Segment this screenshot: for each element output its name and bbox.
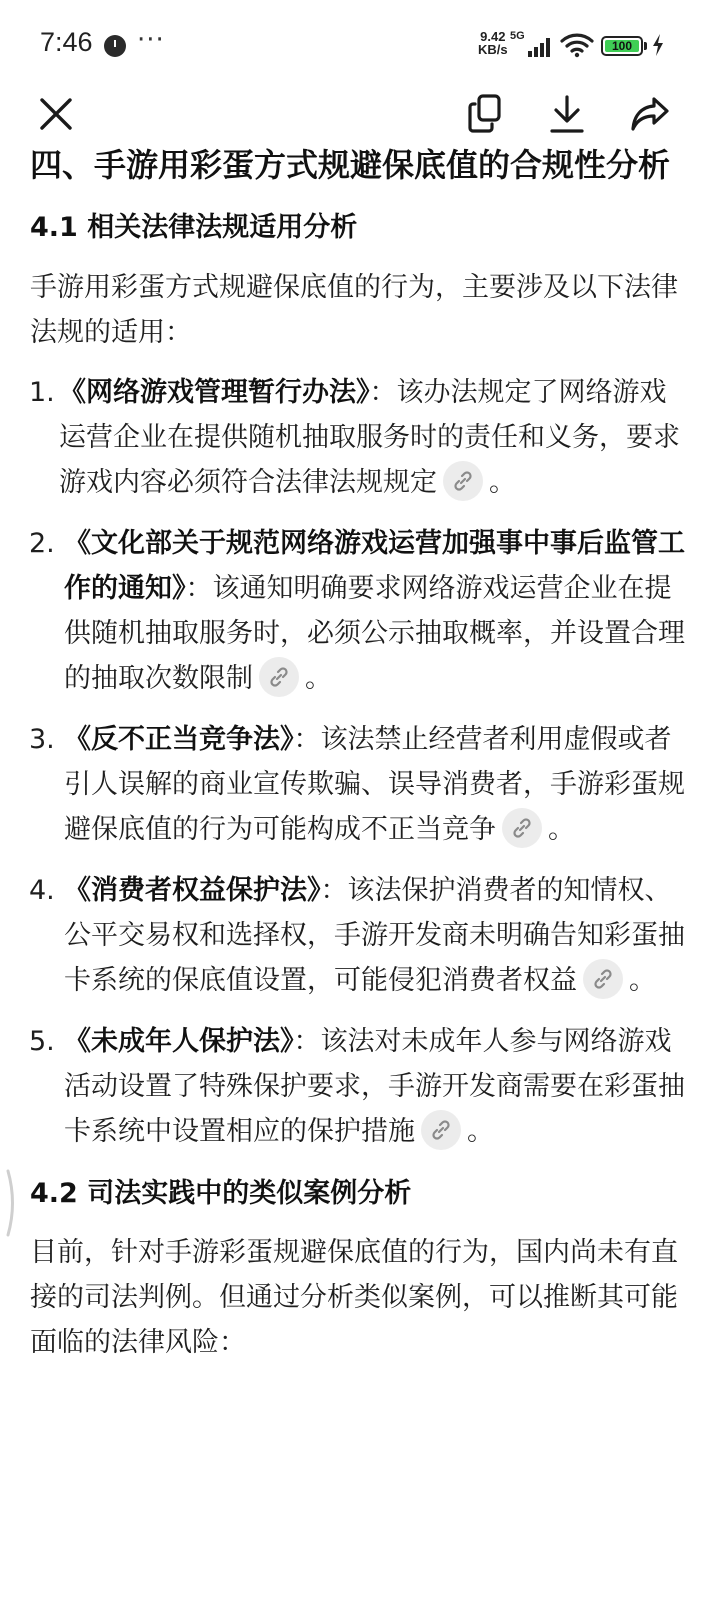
law-text: 该法保护消费者的知情权、公平交易权和选择权，手游开发商未明确告知彩蛋抽卡系统的保底值设置，可能侵犯消费者权益 — [64, 875, 685, 996]
link-icon — [452, 470, 474, 492]
section-title: 四、手游用彩蛋方式规避保底值的合规性分析 — [30, 146, 671, 184]
network-speed-unit: KB/s — [478, 42, 508, 57]
network-type: 5G — [510, 30, 525, 42]
law-title: 《文化部关于规范网络游戏运营加强事中事后监管工作的通知》 — [64, 528, 685, 604]
law-sep: ： — [369, 377, 397, 408]
network-speed-value: 9.42 — [480, 29, 506, 44]
law-end: 。 — [467, 1116, 494, 1147]
law-text: 该法禁止经营者利用虚假或者引人误解的商业宣传欺骗、误导消费者，手游彩蛋规避保底值的行为可能构成不正当竞争 — [64, 724, 685, 845]
status-bar — [0, 0, 720, 90]
law-sep: ： — [185, 573, 213, 604]
more-notifications-icon: ··· — [137, 25, 165, 55]
close-icon — [39, 97, 73, 131]
network-speed — [478, 30, 508, 56]
link-icon — [268, 666, 290, 688]
list-item — [30, 1019, 690, 1154]
law-list — [30, 370, 690, 1154]
law-sep: ： — [293, 724, 321, 755]
citation-link-button[interactable] — [502, 808, 542, 848]
citation-link-button[interactable] — [421, 1110, 461, 1150]
law-title: 《反不正当竞争法》 — [64, 724, 294, 755]
list-number: 3. — [29, 724, 55, 755]
signal-icon — [528, 37, 554, 57]
law-text: 该法对未成年人参与网络游戏活动设置了特殊保护要求，手游开发商需要在彩蛋抽卡系统中设置相应的保护措施 — [64, 1026, 685, 1147]
list-number: 5. — [29, 1026, 55, 1057]
law-sep: ： — [293, 1026, 321, 1057]
law-sep: ： — [320, 875, 348, 906]
list-item — [30, 370, 690, 505]
citation-link-button[interactable] — [443, 461, 483, 501]
outro-paragraph: 目前，针对手游彩蛋规避保底值的行为，国内尚未有直接的司法判例。但通过分析类似案例，可以推断其可能面临的法律风险： — [30, 1237, 678, 1358]
law-title: 《未成年人保护法》 — [64, 1026, 294, 1057]
battery-icon — [601, 36, 643, 56]
subsection-title-4-1: 4.1 相关法律法规适用分析 — [30, 212, 358, 243]
copy-button[interactable] — [455, 84, 515, 144]
law-end: 。 — [629, 965, 656, 996]
law-end: 。 — [489, 467, 516, 498]
battery-cap — [644, 42, 647, 50]
list-number: 2. — [29, 528, 55, 559]
share-icon — [630, 96, 670, 132]
law-text: 该办法规定了网络游戏运营企业在提供随机抽取服务时的责任和义务，要求游戏内容必须符合法律法规规定 — [59, 377, 680, 498]
list-number: 4. — [29, 875, 55, 906]
battery-level: 100 — [611, 39, 633, 53]
copy-icon — [467, 94, 503, 134]
download-button[interactable] — [537, 84, 597, 144]
law-end: 。 — [548, 814, 575, 845]
article-content — [30, 140, 690, 1365]
subsection-title-4-2: 4.2 司法实践中的类似案例分析 — [30, 1178, 412, 1209]
share-button[interactable] — [620, 84, 680, 144]
list-item — [30, 717, 690, 852]
intro-paragraph: 手游用彩蛋方式规避保底值的行为，主要涉及以下法律法规的适用： — [30, 272, 678, 348]
top-toolbar — [0, 84, 720, 144]
link-icon — [592, 968, 614, 990]
back-gesture-handle[interactable] — [2, 1168, 18, 1238]
law-end: 。 — [305, 663, 332, 694]
link-icon — [430, 1119, 452, 1141]
clock-notification-icon — [104, 35, 126, 57]
download-icon — [548, 94, 586, 134]
citation-link-button[interactable] — [259, 657, 299, 697]
law-text: 该通知明确要求网络游戏运营企业在提供随机抽取服务时，必须公示抽取概率，并设置合理的抽取次数限制 — [64, 573, 685, 694]
list-item — [30, 868, 690, 1003]
close-button[interactable] — [26, 84, 86, 144]
law-title: 《网络游戏管理暂行办法》 — [59, 377, 370, 408]
wifi-icon — [560, 32, 594, 58]
list-number: 1. — [29, 377, 55, 408]
citation-link-button[interactable] — [583, 959, 623, 999]
law-title: 《消费者权益保护法》 — [64, 875, 321, 906]
list-item — [30, 521, 690, 701]
link-icon — [511, 817, 533, 839]
charging-icon — [652, 33, 664, 57]
status-time: 7:46 — [40, 27, 93, 57]
